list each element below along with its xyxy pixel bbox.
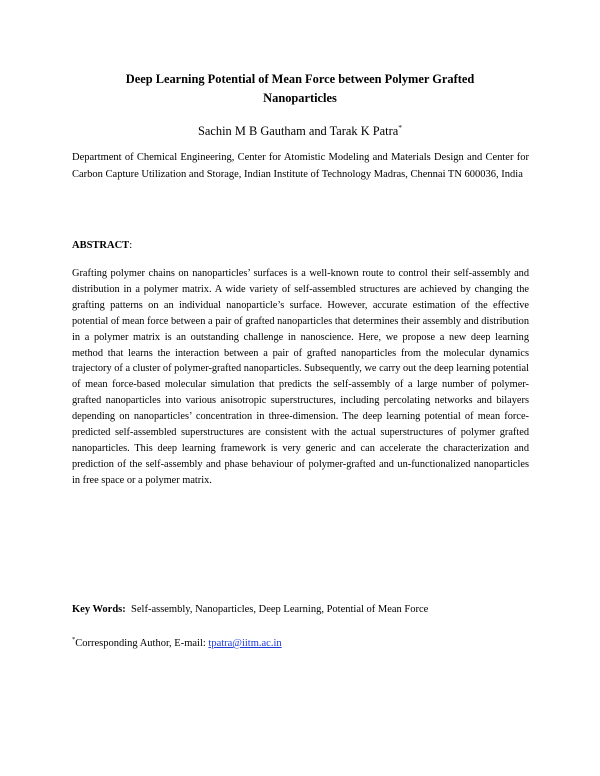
paper-title [72,70,528,107]
abstract-heading-label: ABSTRACT [72,240,130,251]
author-line [72,120,528,139]
corresponding-author [72,632,532,652]
corresponding-label: Corresponding Author, E-mail: [75,638,209,649]
title-line-2: Nanoparticles [263,90,337,105]
email-link[interactable]: tpatra@iitm.ac.in [208,638,282,649]
keywords-label: Key Words: [72,604,126,615]
affiliation: Department of Chemical Engineering, Center for Atomistic Modeling and Materials Design and Center for Carbon Capture Utilization and Storage, Indian Institute of Technology Madras, Chennai TN 600036, India [72,152,529,180]
abstract-body: Grafting polymer chains on nanoparticles’ surfaces is a well-known route to control their self-assembly and distribution in a polymer matrix. A wide variety of self-assembled structures are achieved by changing the grafting patterns on an individual nanoparticle’s surface. However, accurate estimation of the effective potential of mean force between a pair of grafted nanoparticles that determines their assembly and distribution in a polymer matrix is an outstanding challenge in nanoscience. Here, we propose a new deep learning method that learns the interaction between a pair of grafted nanoparticles from the molecular dynamics trajectory of a cluster of polymer-grafted nanoparticles. Subsequently, we carry out the deep learning potential of mean force-based molecular simulation that predicts the self-assembly of a large number of polymer-grafted nanoparticles into various anisotropic superstructures, including percolating networks and bilayers depending on nanoparticles’ concentration in three-dimension. The deep learning potential of mean force-predicted self-assembled superstructures are consistent with the actual superstructures of polymer grafted nanoparticles. This deep learning framework is very generic and can accelerate the characterization and prediction of the self-assembly and phase behaviour of polymer-grafted and un-functionalized nanoparticles in free space or a polymer matrix. [72,268,529,486]
corresponding-asterisk: * [72,636,76,643]
authors: Sachin M B Gautham and Tarak K Patra [198,124,399,138]
title-line-1: Deep Learning Potential of Mean Force between Polymer Grafted [125,72,475,86]
author-asterisk: * [398,123,402,132]
abstract-heading [72,238,132,254]
keywords-text: Self-assembly, Nanoparticles, Deep Learning, Potential of Mean Force [131,604,429,615]
abstract-heading-colon: : [129,240,133,251]
keywords [72,602,532,618]
